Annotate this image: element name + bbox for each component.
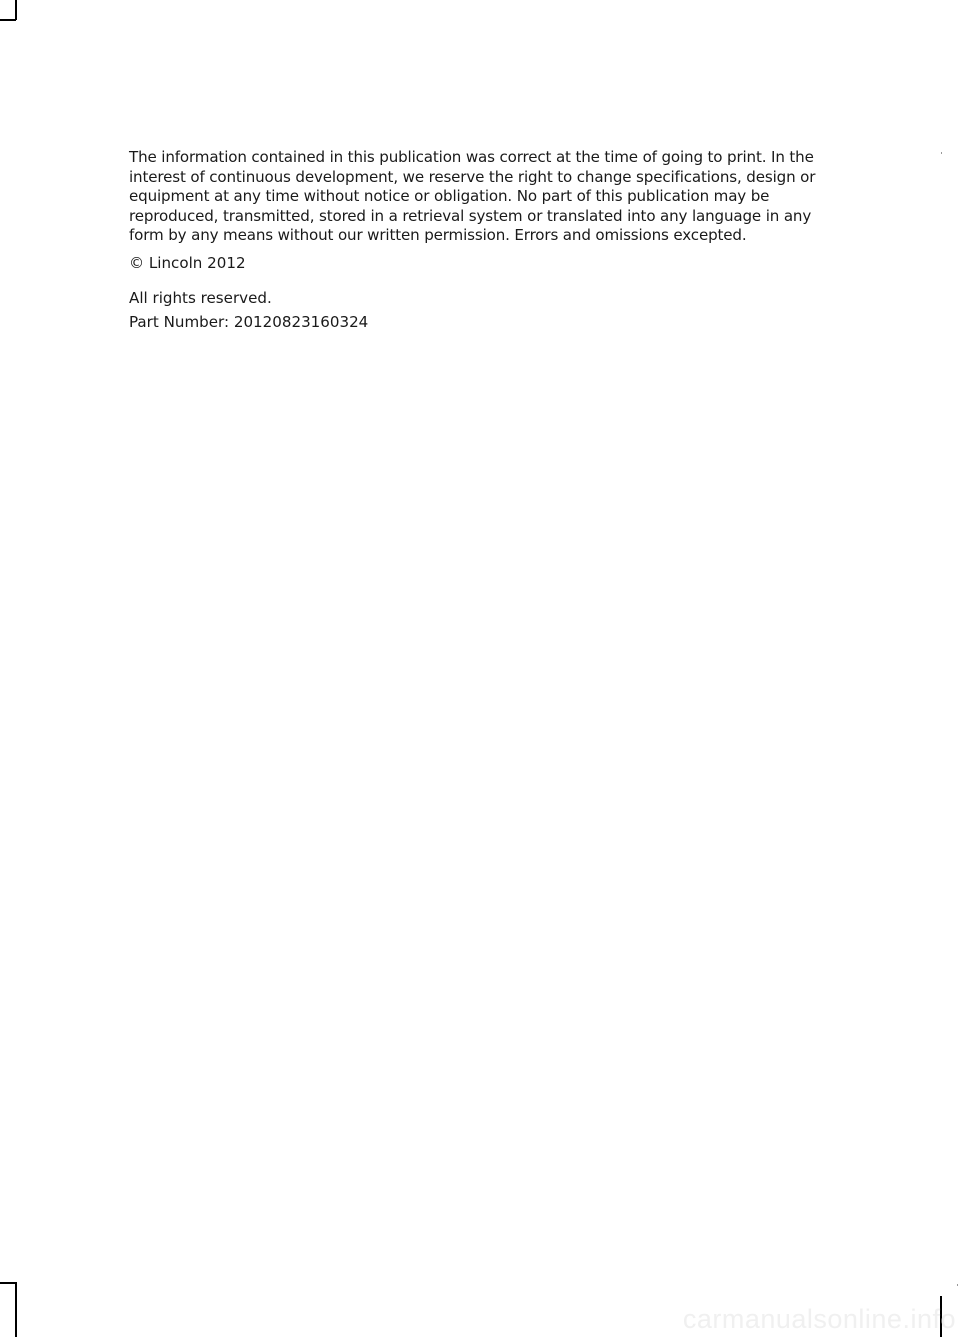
legal-notice — [129, 148, 829, 332]
copyright-notice: © Lincoln 2012 — [129, 253, 246, 272]
crop-mark-top-right-dot — [941, 152, 942, 154]
part-number: Part Number: 20120823160324 — [129, 312, 369, 331]
crop-mark-bottom-left-horizontal — [0, 1282, 16, 1284]
watermark: carmanualsonline.info — [682, 1304, 956, 1334]
legal-paragraph — [129, 148, 829, 246]
legal-line: The information contained in this publication was correct at the time of going to print. In the — [129, 148, 814, 166]
legal-line: reproduced, transmitted, stored in a retrieval system or translated into any language in any — [129, 206, 812, 225]
legal-line: equipment at any time without notice or obligation. No part of this publication may be — [129, 187, 770, 205]
rights-reserved: All rights reserved. — [129, 289, 272, 307]
legal-line: form by any means without our written permission. Errors and omissions excepted. — [129, 226, 747, 244]
crop-mark-bottom-right-dot — [957, 1284, 958, 1286]
crop-mark-bottom-left-vertical — [15, 1282, 17, 1337]
crop-mark-top-left-vertical — [15, 0, 17, 20]
crop-mark-top-left-horizontal — [0, 19, 16, 21]
legal-line: interest of continuous development, we reserve the right to change specifications, design or — [129, 167, 816, 186]
